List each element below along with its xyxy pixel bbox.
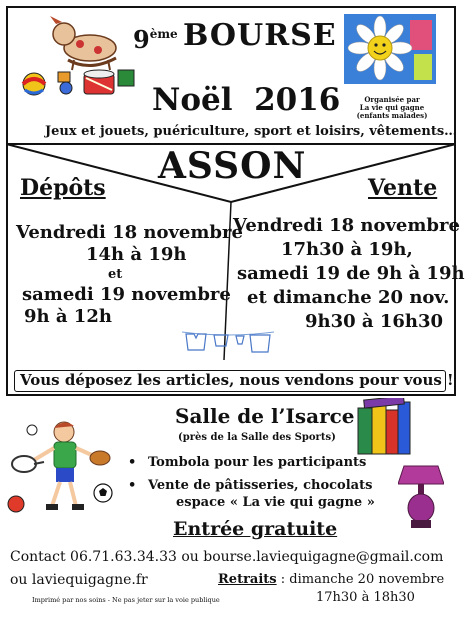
retraits-line xyxy=(218,572,444,587)
list-item-continued xyxy=(128,494,375,511)
list-item xyxy=(128,477,375,494)
list-item-text: espace « La vie qui gagne » xyxy=(176,495,375,510)
retraits-time: 17h30 à 18h30 xyxy=(316,590,415,605)
activities-list xyxy=(128,454,375,511)
print-notice: Imprimé par nos soins - Ne pas jeter sur la voie publique xyxy=(32,596,220,604)
organiser-note: Organisée par La vie qui gagne (enfants malades) xyxy=(356,95,428,120)
books-illustration xyxy=(356,398,412,456)
edition-number: 9ème xyxy=(133,25,178,54)
vente-line: Vendredi 18 novembre xyxy=(233,215,460,236)
event-title: BOURSE xyxy=(183,18,337,53)
list-item xyxy=(128,454,375,471)
bullet-icon: • xyxy=(128,455,137,470)
retraits-date: : dimanche 20 novembre xyxy=(276,572,445,587)
la-vie-qui-gagne-logo xyxy=(344,14,436,84)
toys-illustration xyxy=(20,14,138,100)
website-text: ou laviequigagne.fr xyxy=(10,572,148,588)
depots-line: 14h à 19h xyxy=(86,244,187,265)
soccer-ball-icon xyxy=(92,482,114,504)
vente-schedule xyxy=(233,214,465,334)
vente-line: 9h30 à 16h30 xyxy=(305,311,444,332)
depots-line: Vendredi 18 novembre xyxy=(16,222,243,243)
list-item-text: Vente de pâtisseries, chocolats xyxy=(148,478,373,493)
list-item-text: Tombola pour les participants xyxy=(148,455,367,470)
bullet-icon: • xyxy=(128,478,137,493)
depots-schedule xyxy=(16,222,243,328)
vente-line: 17h30 à 19h, xyxy=(281,239,413,260)
vente-line: samedi 19 de 9h à 19h xyxy=(237,263,465,284)
depots-heading: Dépôts xyxy=(20,175,106,201)
sports-child-illustration xyxy=(4,416,118,520)
categories-line: Jeux et jouets, puériculture, sport et loisirs, vêtements… xyxy=(45,124,458,139)
town-name: ASSON xyxy=(158,145,307,187)
clothesline-icon xyxy=(180,326,276,356)
lamp-illustration xyxy=(398,462,444,532)
vente-heading: Vente xyxy=(368,175,438,201)
depots-line: et xyxy=(108,267,123,282)
retraits-label: Retraits xyxy=(218,572,277,587)
slogan: Vous déposez les articles, nous vendons pour vous ! xyxy=(20,371,454,389)
venue-note: (près de la Salle des Sports) xyxy=(178,432,336,443)
free-entry-heading: Entrée gratuite xyxy=(173,518,338,540)
contact-line: Contact 06.71.63.34.33 ou bourse.laviequigagne@gmail.com xyxy=(10,549,444,565)
event-subtitle: Noël 2016 xyxy=(152,82,341,118)
depots-line: samedi 19 novembre xyxy=(22,284,231,305)
venue-name: Salle de l’Isarce xyxy=(175,404,355,428)
depots-line: 9h à 12h xyxy=(24,306,112,327)
vente-line: et dimanche 20 nov. xyxy=(247,287,450,308)
